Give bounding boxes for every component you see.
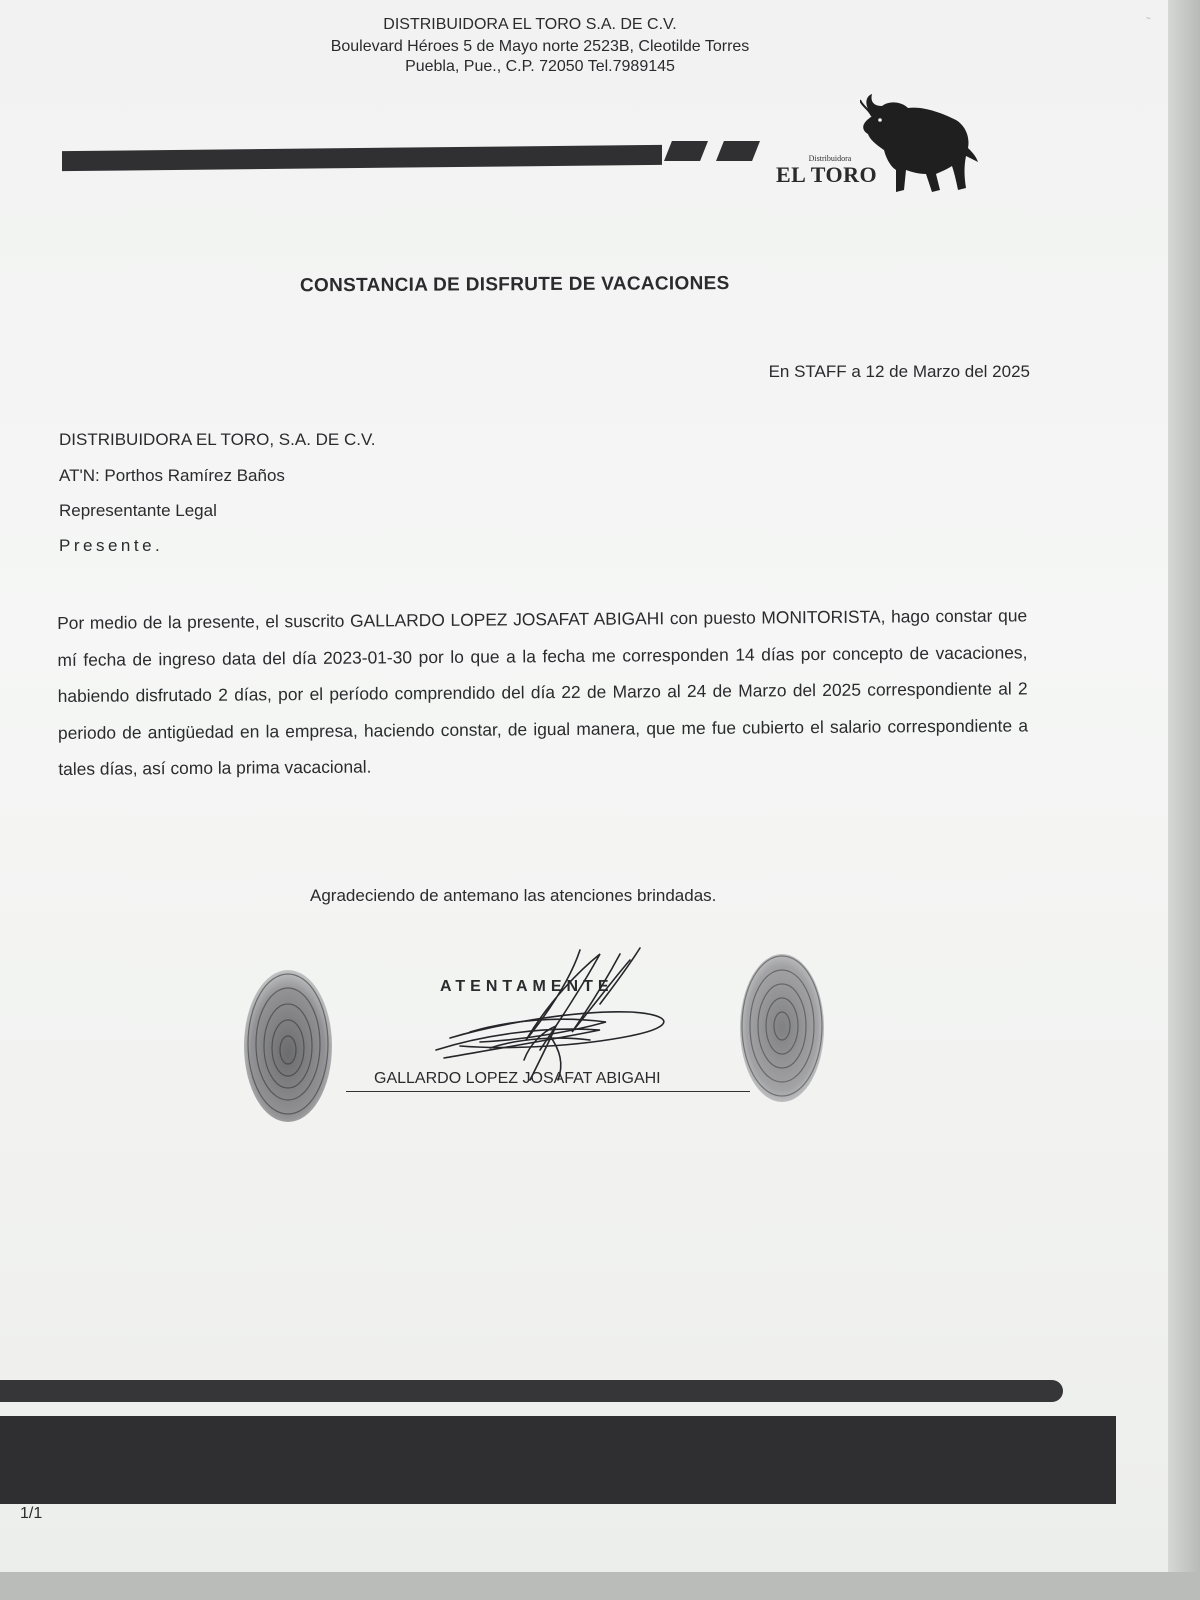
header-address-line2: Puebla, Pue., C.P. 72050 Tel.7989145 [405, 58, 675, 75]
recipient-greeting: Presente. [59, 536, 164, 555]
left-thumbprint [240, 966, 336, 1126]
recipient-company: DISTRIBUIDORA EL TORO, S.A. DE C.V. [59, 430, 376, 449]
logo-name: EL TORO [776, 162, 878, 187]
page-edge-shadow [1168, 0, 1200, 1600]
background-strip [0, 1572, 1200, 1600]
closing-line: Agradeciendo de antemano las atenciones brindadas. [310, 886, 717, 905]
header-band-chevron [716, 141, 760, 161]
signature-line [346, 1091, 750, 1092]
logo-small-text: Distribuidora [808, 154, 852, 163]
corner-mark: ~ [1146, 14, 1151, 23]
recipient-role: Representante Legal [59, 501, 217, 520]
body-paragraph: Por medio de la presente, el suscrito GALLARDO LOPEZ JOSAFAT ABIGAHI con puesto MONITORISTA, hago constar que mí fecha de ingreso data del día 2023-01-30 por lo que a la fecha me corresponden 14 días por concepto de vacaciones, habiendo disfrutado 2 días, por el período comprendido del día 22 de Marzo al 24 de Marzo del 2025 correspondiente al 2 periodo de antigüedad en la empresa, haciendo constar, de igual manera, que me fue cubierto el salario correspondiente a tales días, así como la prima vacacional. [57, 605, 1029, 779]
header-address-line1: Boulevard Héroes 5 de Mayo norte 2523B, Cleotilde Torres [330, 38, 750, 55]
header-company: DISTRIBUIDORA EL TORO S.A. DE C.V. [383, 16, 677, 33]
page-number: 1/1 [20, 1505, 43, 1522]
company-logo [770, 90, 990, 210]
date-line: En STAFF a 12 de Marzo del 2025 [768, 362, 1030, 381]
footer-band-thin [0, 1380, 1063, 1402]
bull-icon [860, 90, 980, 200]
document-title: CONSTANCIA DE DISFRUTE DE VACACIONES [299, 273, 730, 297]
recipient-attention: AT'N: Porthos Ramírez Baños [59, 466, 285, 485]
header-band [62, 145, 662, 171]
header-band-chevron [664, 141, 708, 161]
signer-name: GALLARDO LOPEZ JOSAFAT ABIGAHI [374, 1070, 661, 1087]
sign-off: ATENTAMENTE [440, 978, 614, 995]
footer-band-thick [0, 1416, 1116, 1504]
